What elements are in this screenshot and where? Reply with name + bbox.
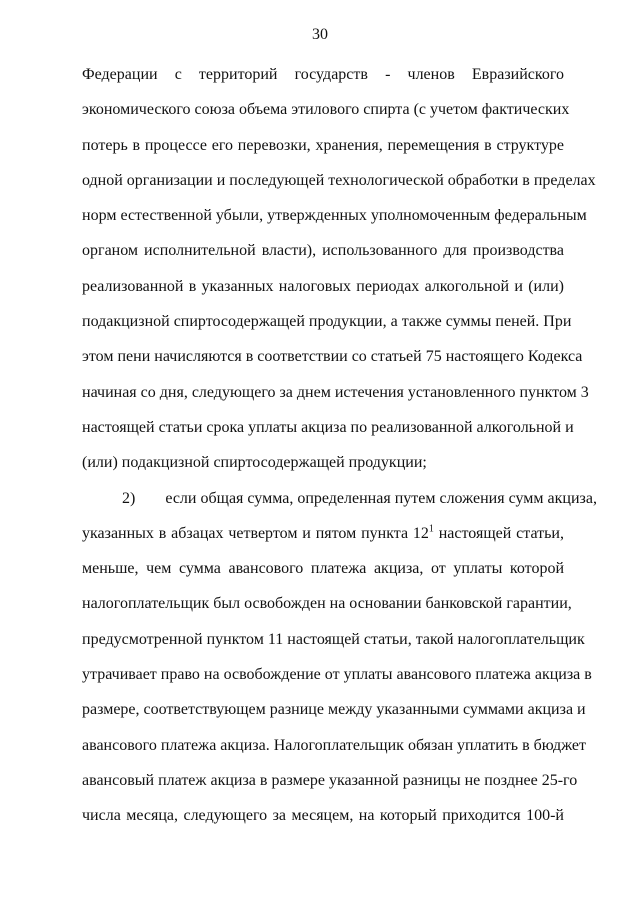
text-line: числа месяца, следующего за месяцем, на который приходится 100-й: [82, 807, 564, 825]
text-line: утрачивает право на освобождение от уплаты авансового платежа акциза в: [82, 666, 592, 684]
text-line: размере, соответствующем разнице между указанными суммами акциза и: [82, 701, 586, 719]
text-span: указанных в абзацах четвертом и пятом пункта 12: [82, 524, 429, 542]
text-line: авансовый платеж акциза в размере указанной разницы не позднее 25-го: [82, 771, 578, 789]
list-item-number: 2): [122, 489, 136, 507]
text-line: меньше, чем сумма авансового платежа акциза, от уплаты которой: [82, 560, 564, 578]
text-line: органом исполнительной власти), использованного для производства: [82, 242, 564, 260]
text-line: потерь в процессе его перевозки, хранения, перемещения в структуре: [82, 136, 564, 154]
text-line: авансового платежа акциза. Налогоплательщик обязан уплатить в бюджет: [82, 736, 587, 754]
page-number: 30: [312, 26, 328, 43]
text-span: если общая сумма, определенная путем сложения сумм акциза,: [165, 489, 597, 507]
text-line: (или) подакцизной спиртосодержащей продукции;: [82, 454, 427, 472]
text-span: настоящей статьи,: [433, 524, 564, 542]
text-line: экономического союза объема этилового спирта (с учетом фактических: [82, 101, 570, 119]
text-line: одной организации и последующей технологической обработки в пределах: [82, 171, 596, 189]
text-line: подакцизной спиртосодержащей продукции, а также суммы пеней. При: [82, 313, 572, 331]
text-line: реализованной в указанных налоговых периодах алкогольной и (или): [82, 277, 564, 295]
list-item-first-line: [82, 486, 597, 521]
text-line: настоящей статьи срока уплаты акциза по реализованной алкогольной и: [82, 418, 574, 436]
text-line: налогоплательщик был освобожден на основании банковской гарантии,: [82, 595, 572, 613]
text-line: предусмотренной пунктом 11 настоящей статьи, такой налогоплательщик: [82, 630, 585, 648]
text-line-with-superscript: [82, 521, 564, 556]
superscript: 1: [428, 523, 434, 535]
text-line: Федерации с территорий государств - членов Евразийского: [82, 66, 564, 83]
document-body: [82, 62, 597, 839]
text-line: норм естественной убыли, утвержденных уполномоченным федеральным: [82, 207, 587, 225]
text-line: начиная со дня, следующего за днем истечения установленного пунктом 3: [82, 383, 589, 401]
text-line: этом пени начисляются в соответствии со статьей 75 настоящего Кодекса: [82, 348, 583, 366]
